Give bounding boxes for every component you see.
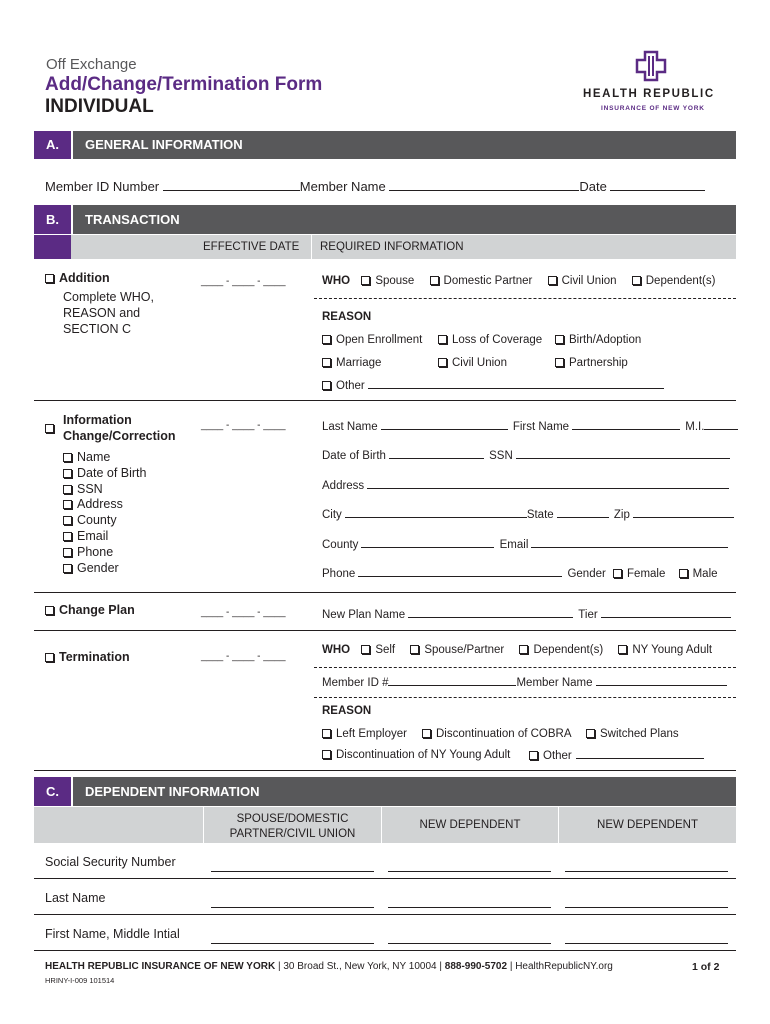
date-label: Date bbox=[579, 179, 607, 194]
addition-reason-option[interactable]: Marriage bbox=[322, 357, 381, 369]
termination-effective-date[interactable]: ____ - ____ - ____ bbox=[201, 651, 286, 662]
section-title: TRANSACTION bbox=[85, 212, 180, 227]
addition-reason-option[interactable]: Civil Union bbox=[438, 357, 507, 369]
section-c-bar bbox=[34, 777, 736, 806]
addition-option[interactable] bbox=[45, 271, 110, 285]
page-number: 1 of 2 bbox=[692, 961, 720, 973]
general-info-row bbox=[45, 179, 705, 194]
form-code: HRINY-I-009 101514 bbox=[45, 976, 115, 985]
date-field[interactable] bbox=[610, 181, 705, 191]
who-option[interactable]: Dependent(s) bbox=[519, 644, 603, 656]
who-option[interactable]: Domestic Partner bbox=[430, 275, 533, 287]
addition-other-option[interactable]: Other bbox=[322, 379, 664, 392]
termination-member-name-field[interactable] bbox=[596, 676, 727, 686]
dependent-field[interactable] bbox=[565, 871, 728, 872]
zip-field[interactable] bbox=[633, 508, 734, 518]
termination-reason-option[interactable]: Discontinuation of NY Young Adult bbox=[322, 749, 510, 761]
cross-logo-icon bbox=[635, 50, 667, 82]
addition-checkbox[interactable] bbox=[45, 274, 54, 283]
section-title: GENERAL INFORMATION bbox=[85, 137, 243, 152]
addition-note-1: Complete WHO, bbox=[63, 290, 154, 304]
section-b-bar bbox=[34, 205, 736, 234]
dependent-col-new-1: NEW DEPENDENT bbox=[419, 819, 521, 831]
addition-label: Addition bbox=[59, 271, 110, 285]
info-change-checkbox[interactable] bbox=[45, 421, 59, 435]
addition-note-2: REASON and bbox=[63, 306, 141, 320]
section-letter: A. bbox=[34, 131, 71, 159]
info-phone-row: Phone Gender Female Male bbox=[322, 568, 718, 580]
member-id-label: Member ID Number bbox=[45, 179, 160, 194]
addition-effective-date[interactable]: ____ - ____ - ____ bbox=[201, 276, 286, 287]
health-republic-logo bbox=[580, 50, 720, 120]
who-label: WHO bbox=[322, 275, 351, 287]
form-title: Add/Change/Termination Form bbox=[45, 74, 323, 95]
info-change-label-1: Information bbox=[63, 413, 132, 427]
who-option[interactable]: Spouse/Partner bbox=[410, 644, 504, 656]
info-item[interactable]: SSN bbox=[63, 482, 146, 498]
termination-other-option[interactable]: Other bbox=[529, 749, 704, 762]
county-field[interactable] bbox=[361, 538, 494, 548]
termination-member-row: Member ID # Member Name bbox=[322, 676, 727, 689]
who-option[interactable]: Spouse bbox=[361, 275, 414, 287]
member-name-field[interactable] bbox=[389, 181, 579, 191]
dependent-col-new-2: NEW DEPENDENT bbox=[597, 819, 698, 831]
dependent-field[interactable] bbox=[211, 943, 374, 944]
section-letter: C. bbox=[34, 777, 71, 806]
addition-reason-option[interactable]: Open Enrollment bbox=[322, 334, 422, 346]
dob-field[interactable] bbox=[389, 449, 484, 459]
termination-reason-option[interactable]: Left Employer bbox=[322, 728, 407, 740]
first-name-field[interactable] bbox=[572, 420, 680, 430]
gender-female-option[interactable]: Female bbox=[613, 568, 665, 580]
section-title: DEPENDENT INFORMATION bbox=[85, 784, 260, 799]
dependent-field[interactable] bbox=[388, 943, 551, 944]
addition-reason-option[interactable]: Loss of Coverage bbox=[438, 334, 542, 346]
termination-reason-option[interactable]: Discontinuation of COBRA bbox=[422, 728, 572, 740]
new-plan-field[interactable] bbox=[408, 608, 573, 618]
dependent-row-label: Social Security Number bbox=[45, 855, 176, 869]
change-plan-row: New Plan Name Tier bbox=[322, 608, 731, 621]
state-field[interactable] bbox=[557, 508, 609, 518]
footer-address: | 30 Broad St., New York, NY 10004 | bbox=[275, 961, 445, 972]
form-subtitle: INDIVIDUAL bbox=[45, 96, 154, 117]
info-item[interactable]: Email bbox=[63, 529, 146, 545]
info-item[interactable]: County bbox=[63, 513, 146, 529]
info-item[interactable]: Date of Birth bbox=[63, 466, 146, 482]
addition-who-row bbox=[322, 275, 715, 287]
dependent-field[interactable] bbox=[388, 907, 551, 908]
required-info-header: REQUIRED INFORMATION bbox=[320, 241, 464, 253]
footer-website: | HealthRepublicNY.org bbox=[507, 961, 613, 972]
termination-who-row: WHO Self Spouse/Partner Dependent(s) NY Young Adult bbox=[322, 644, 713, 656]
termination-reason-option[interactable]: Switched Plans bbox=[586, 728, 679, 740]
info-item[interactable]: Phone bbox=[63, 545, 146, 561]
tier-field[interactable] bbox=[601, 608, 731, 618]
info-dob-row: Date of Birth SSN bbox=[322, 449, 730, 462]
ssn-field[interactable] bbox=[516, 449, 730, 459]
dependent-field[interactable] bbox=[388, 871, 551, 872]
who-option[interactable]: Self bbox=[361, 644, 395, 656]
info-address-row: Address bbox=[322, 479, 729, 492]
form-overline: Off Exchange bbox=[46, 56, 137, 73]
addition-reason-option[interactable]: Partnership bbox=[555, 357, 628, 369]
who-option[interactable]: Civil Union bbox=[548, 275, 617, 287]
change-plan-effective-date[interactable]: ____ - ____ - ____ bbox=[201, 607, 286, 618]
who-option[interactable]: NY Young Adult bbox=[618, 644, 712, 656]
info-city-row: City State Zip bbox=[322, 508, 734, 521]
address-field[interactable] bbox=[367, 479, 729, 489]
effective-date-header: EFFECTIVE DATE bbox=[203, 241, 300, 253]
member-id-field[interactable] bbox=[163, 181, 300, 191]
info-change-items bbox=[63, 450, 146, 576]
change-plan-option[interactable]: Change Plan bbox=[45, 603, 135, 617]
dependent-field[interactable] bbox=[565, 943, 728, 944]
info-name-row: Last Name First Name M.I. bbox=[322, 420, 738, 433]
gender-male-option[interactable]: Male bbox=[679, 568, 718, 580]
info-item[interactable]: Gender bbox=[63, 561, 146, 577]
mi-field[interactable] bbox=[704, 420, 738, 430]
footer-company: HEALTH REPUBLIC INSURANCE OF NEW YORK bbox=[45, 961, 276, 972]
logo-wordmark: HEALTH REPUBLIC bbox=[583, 88, 715, 100]
termination-reason-label: REASON bbox=[322, 705, 372, 717]
email-field[interactable] bbox=[531, 538, 728, 548]
addition-note-3: SECTION C bbox=[63, 322, 132, 336]
addition-reason-label: REASON bbox=[322, 311, 372, 323]
last-name-field[interactable] bbox=[381, 420, 508, 430]
dependent-field[interactable] bbox=[211, 871, 374, 872]
logo-tagline: INSURANCE OF NEW YORK bbox=[601, 105, 705, 112]
who-option[interactable]: Dependent(s) bbox=[632, 275, 716, 287]
dependent-row-label: First Name, Middle Intial bbox=[45, 927, 180, 941]
info-change-effective-date[interactable]: ____ - ____ - ____ bbox=[201, 420, 286, 431]
info-item[interactable]: Name bbox=[63, 450, 146, 466]
footer-phone: 888-990-5702 bbox=[444, 961, 508, 972]
dependent-row-label: Last Name bbox=[45, 891, 106, 905]
dependent-field[interactable] bbox=[211, 907, 374, 908]
section-letter: B. bbox=[34, 205, 71, 234]
dependent-field[interactable] bbox=[565, 907, 728, 908]
termination-option[interactable]: Termination bbox=[45, 650, 130, 664]
termination-member-id-field[interactable] bbox=[388, 676, 516, 686]
footer-line bbox=[45, 961, 613, 972]
addition-reason-option[interactable]: Birth/Adoption bbox=[555, 334, 641, 346]
section-a-bar bbox=[34, 131, 736, 159]
info-change-label-2: Change/Correction bbox=[63, 429, 176, 443]
dependent-col-spouse: SPOUSE/DOMESTIC PARTNER/CIVIL UNION bbox=[229, 813, 356, 840]
phone-field[interactable] bbox=[358, 567, 562, 577]
city-field[interactable] bbox=[345, 508, 527, 518]
info-item[interactable]: Address bbox=[63, 497, 146, 513]
member-name-label: Member Name bbox=[299, 179, 386, 194]
info-county-row: County Email bbox=[322, 538, 728, 551]
